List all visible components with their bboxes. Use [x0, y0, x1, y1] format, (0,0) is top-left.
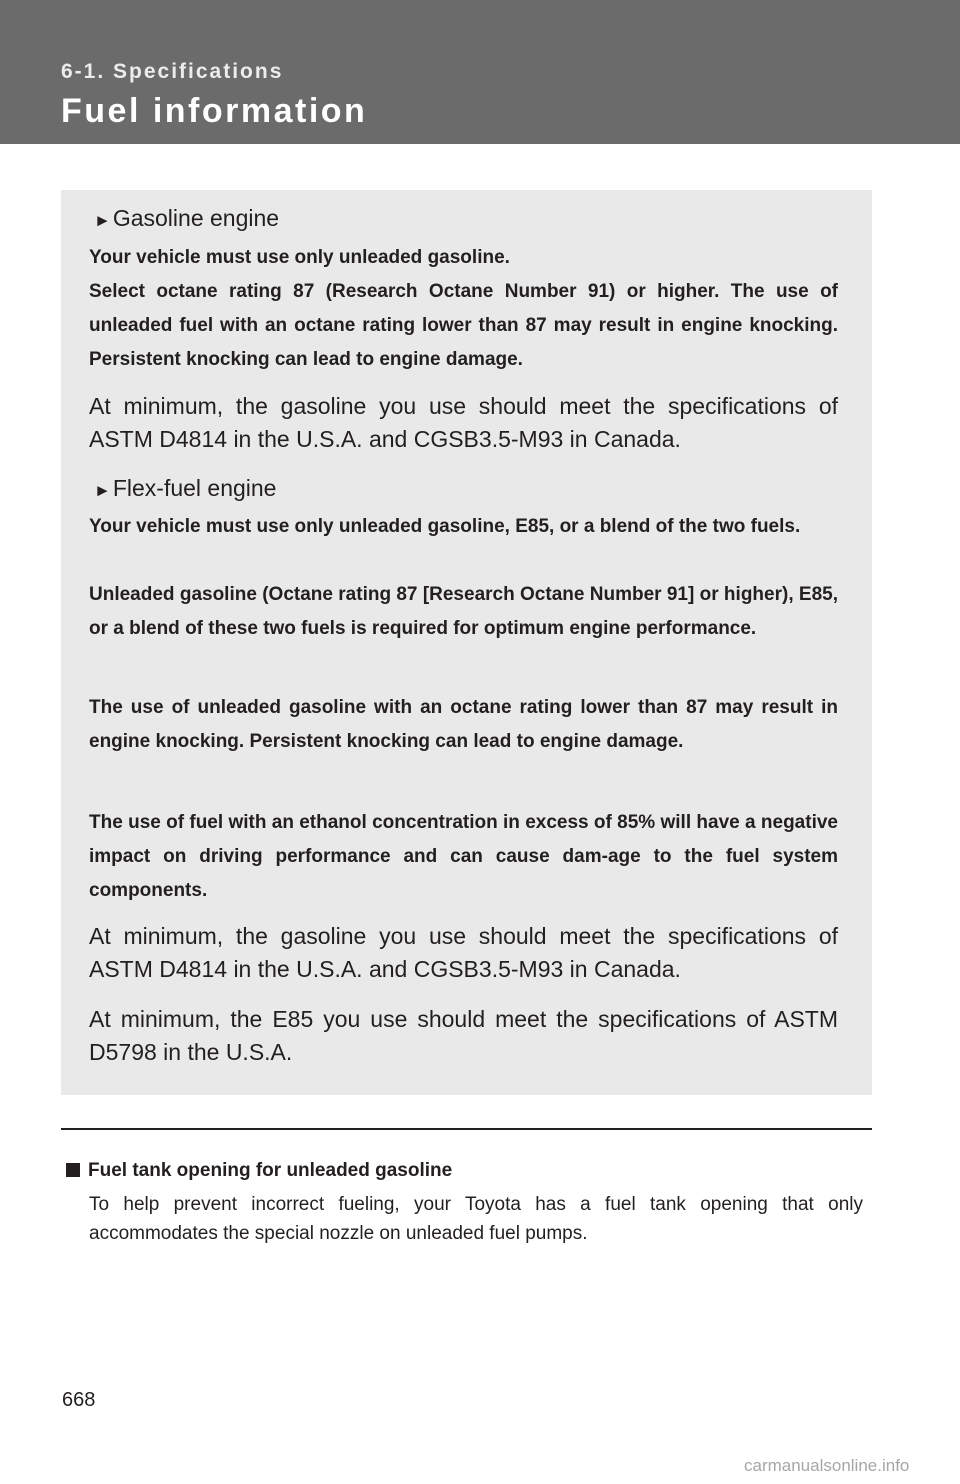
- gasoline-octane-note: Select octane rating 87 (Research Octane Number 91) or higher. The use of unleaded fuel with an octane rating lower than 87 may result in engine knocking. Persistent knocking can lead to engine damage.: [89, 281, 838, 370]
- flexfuel-gasoline-spec: At minimum, the gasoline you use should meet the specifications of ASTM D4814 in the U.S.A. and CGSB3.5-M93 in Canada.: [89, 923, 838, 982]
- gasoline-requirement: Your vehicle must use only unleaded gasoline.: [89, 247, 510, 268]
- gasoline-engine-heading: ►Gasoline engine: [94, 205, 280, 231]
- divider-rule: [61, 1128, 872, 1130]
- square-icon: [66, 1163, 80, 1177]
- fuel-tank-note-heading: Fuel tank opening for unleaded gasoline: [66, 1158, 452, 1184]
- watermark: carmanualsonline.info: [744, 1456, 910, 1475]
- flexfuel-requirement: Your vehicle must use only unleaded gasoline, E85, or a blend of the two fuels.: [89, 516, 801, 537]
- flexfuel-knocking-note: The use of unleaded gasoline with an octane rating lower than 87 may result in engine knocking. Persistent knocking can lead to engine damage.: [89, 697, 838, 752]
- gasoline-spec-note: At minimum, the gasoline you use should meet the specifications of ASTM D4814 in the U.S.A. and CGSB3.5-M93 in Canada.: [89, 393, 838, 452]
- triangle-right-icon: ►: [94, 211, 111, 230]
- flexfuel-e85-spec: At minimum, the E85 you use should meet the specifications of ASTM D5798 in the U.S.A.: [89, 1006, 838, 1065]
- page-header: [0, 0, 960, 144]
- page-number: 668: [62, 1389, 96, 1411]
- triangle-right-icon: ►: [94, 481, 111, 500]
- flexfuel-octane-note: Unleaded gasoline (Octane rating 87 [Research Octane Number 91] or higher), E85, or a blend of these two fuels is required for optimum engine performance.: [89, 584, 838, 639]
- flexfuel-ethanol-note: The use of fuel with an ethanol concentration in excess of 85% will have a negative impact on driving performance and can cause dam-age to the fuel system components.: [89, 812, 838, 901]
- page-title: Fuel information: [61, 92, 368, 130]
- fuel-tank-note-body: To help prevent incorrect fueling, your Toyota has a fuel tank opening that only accommodates the special nozzle on unleaded fuel pumps.: [89, 1194, 863, 1244]
- flexfuel-engine-heading: ►Flex-fuel engine: [94, 475, 277, 501]
- section-label: 6-1. Specifications: [61, 60, 284, 83]
